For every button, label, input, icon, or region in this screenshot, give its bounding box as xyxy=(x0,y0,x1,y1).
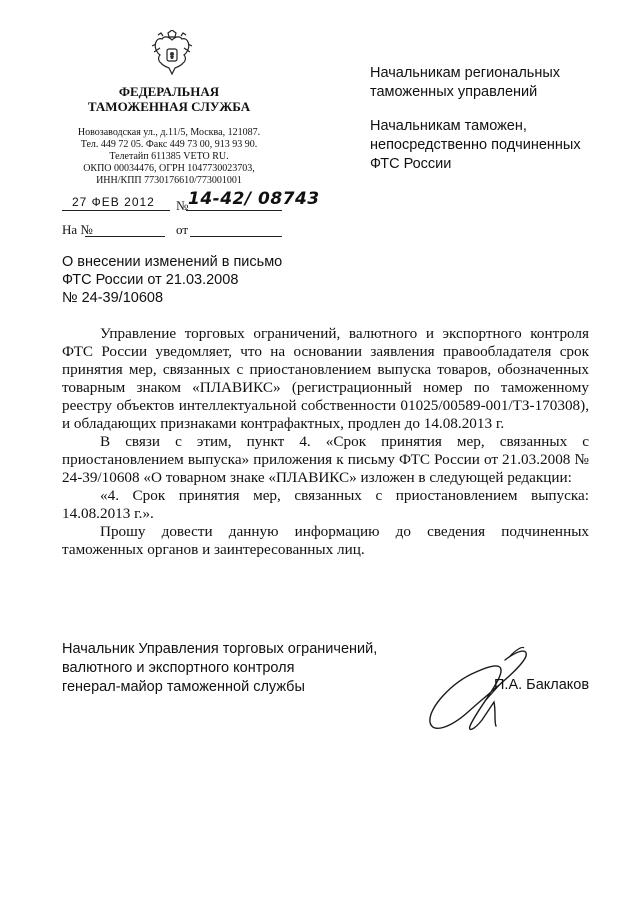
contact-line: Телетайп 611385 VETO RU. xyxy=(109,151,229,162)
addressee-line: Начальникам таможен, xyxy=(370,118,527,134)
body-paragraph: «4. Срок принятия мер, связанных с приостановлением выпуска: 14.08.2013 г.». xyxy=(62,487,589,522)
body-paragraph: Прошу довести данную информацию до сведения подчиненных таможенных органов и заинтересованных лиц. xyxy=(62,523,589,558)
divider xyxy=(186,210,282,211)
position-line: валютного и экспортного контроля xyxy=(62,660,295,676)
org-name-line-2: ТАМОЖЕННАЯ СЛУЖБА xyxy=(87,99,251,114)
registration-number-label: № xyxy=(176,198,189,213)
contact-line: ОКПО 00034476, ОГРН 1047730023703, xyxy=(83,163,255,174)
divider xyxy=(62,210,170,211)
addressee-line: таможенных управлений xyxy=(370,84,538,100)
subject-line: ФТС России от 21.03.2008 xyxy=(62,272,239,288)
position-line: генерал-майор таможенной службы xyxy=(62,679,305,695)
body-paragraph: Управление торговых ограничений, валютного и экспортного контроля ФТС России уведомляет, что на основании заявления правообладателя срок принятия мер, связанных с приостановлением выпуска товаров, обозначенных товарным знаком «ПЛАВИКС» (регистрационный номер по таможенному реестру объектов интеллектуальной собственности 01025/00589-001/ТЗ-170308), и обладающих признаками контрафактных, продлен до 14.08.2013 г. xyxy=(62,325,589,432)
signatory-position xyxy=(62,640,377,697)
addressee-line: Начальникам региональных xyxy=(370,65,561,81)
org-name-line-1: ФЕДЕРАЛЬНАЯ xyxy=(118,84,220,99)
reference-date-label: от xyxy=(176,222,189,237)
signatory-name: П.А. Баклаков xyxy=(494,677,590,693)
contact-details xyxy=(60,127,278,187)
reference-number-label: На № xyxy=(62,222,93,237)
letter-body xyxy=(62,325,589,559)
addressee-line: ФТС России xyxy=(370,156,452,172)
body-paragraph: В связи с этим, пункт 4. «Срок принятия мер, связанных с приостановлением выпуска» приложения к письму ФТС России от 21.03.2008 № 24-39/10608 «О товарном знаке «ПЛАВИКС» изложен в следующей редакции: xyxy=(62,433,589,486)
subject-line: О внесении изменений в письмо xyxy=(62,254,283,270)
divider xyxy=(85,236,165,237)
coat-of-arms-emblem xyxy=(150,30,194,78)
addressee-block-regional xyxy=(370,64,610,102)
contact-line: ИНН/КПП 7730176610/773001001 xyxy=(96,175,242,186)
addressee-line: непосредственно подчиненных xyxy=(370,137,581,153)
registration-number-handwritten: 14-42/ 08743 xyxy=(188,189,320,209)
organization-name xyxy=(60,84,278,114)
contact-line: Новозаводская ул., д.11/5, Москва, 121087. xyxy=(77,127,261,138)
divider xyxy=(190,236,282,237)
contact-line: Тел. 449 72 05. Факс 449 73 00, 913 93 90. xyxy=(80,139,258,150)
addressee-block-customs xyxy=(370,117,610,174)
subject-line: № 24-39/10608 xyxy=(62,290,164,306)
registration-date-stamp: 27 ФЕВ 2012 xyxy=(72,195,155,209)
position-line: Начальник Управления торговых ограничений, xyxy=(62,641,378,657)
letter-subject xyxy=(62,253,282,307)
